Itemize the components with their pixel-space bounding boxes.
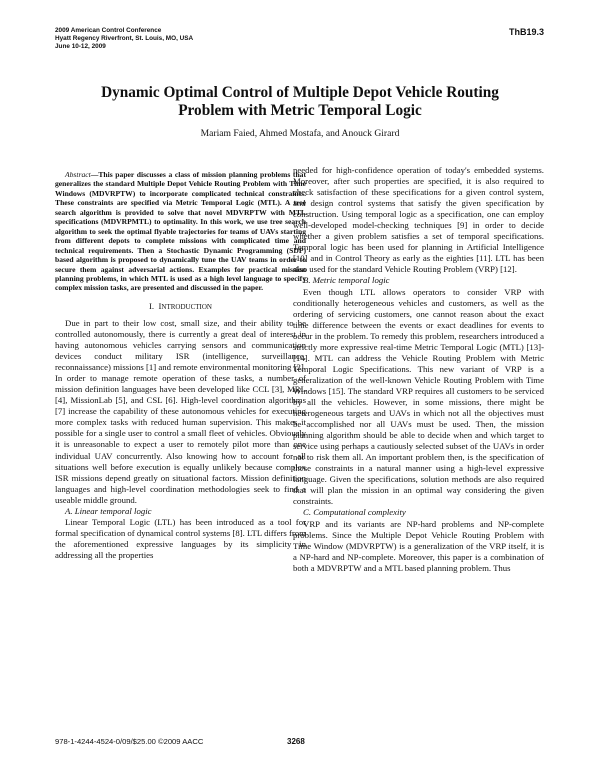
paper-title bbox=[40, 84, 560, 120]
session-code: ThB19.3 bbox=[508, 27, 544, 37]
section-numeral: I. bbox=[149, 300, 155, 311]
mtl-paragraph: Even though LTL allows operators to consider VRP with conditionally heterogeneous vehicles and customers, as well as the ordering of servicing customers, one cannot reason about the exact time difference between the events or exact deadlines for events to occur in the problem. To remedy this problem, researchers introduced a strictly more expressive real-time Metric Temporal Logic (MTL) [13]-[14]. MTL can address the Vehicle Routing Problem with Metric Temporal Logic Specifications. This new variant of VRP is a generalization of the well-known Vehicle Routing Problem with Time Windows [15]. The standard VRP requires all customers to be serviced by all the vehicles. However, in some missions, there might be heterogeneous targets and UAVs in which not all the objectives must be accomplished nor all UAVs must be used. Then, the mission planning algorithm should be able to decide when and which target to service using perhaps a cautiously selected subset of the UAVs in order not to risk them all. An important problem then, is the specification of these constraints in a natural manner using a high-level expressive language. Given the specifications, solution methods are also required that will plan the mission in an optimal way considering the given constraints. bbox=[293, 286, 544, 507]
section-heading-initial: I bbox=[158, 300, 162, 311]
abstract-text: This paper discusses a class of mission planning problems that generalizes the standard Multiple Depot Vehicle Routing Problem with Time Windows (MDVRPTW) to incorporate complicated technical constraints. These constraints are specified via Metric Temporal Logic (MTL). A tree search algorithm is provided to solve that novel MDVRPTW with MTL specifications (MDVRPMTL) to optimality. In this work, we use tree search algorithm to seek the optimal flyable trajectories for teams of UAVs starting from different depots to complete missions with complicated time and technical requirements. Then a Stochastic Dynamic Programming (SDP) based algorithm is proposed to dynamically tune the UAV teams in order to secure them against adversarial actions. Examples for practical mission planning problems, in which MTL is used as a high level language to specify complex mission tasks, are presented and discussed in the paper. bbox=[55, 170, 306, 293]
section-heading-rest: NTRODUCTION bbox=[161, 302, 212, 311]
conference-info bbox=[55, 27, 193, 52]
intro-paragraph: Due in part to their low cost, small size, and their ability to be controlled autonomously, there is currently a great deal of interest in having autonomous vehicles carrying sensors and communication devices conduct military ISR (intelligence, surveillance, reconnaissance) missions [1] and remote environmental monitoring [2]. In order to manage remote operation of these tasks, a number of mission definition languages have been developed like CCL [3], MRL [4], MissionLab [5], and CSL [6]. High-level coordination algorithms [7] increase the capability of these autonomous vehicles for executing more complex tasks with reduced human supervision. This makes it possible for a single user to control a small fleet of vehicles. Obviously it is unreasonable to expect a user to remotely pilot more than one individual UAV concurrently. Also knowing how to account for all situations well before execution is equally unlikely because complex ISR missions depend greatly on situational factors. Mission definition languages and high-level coordination methodologies seek to find a useable middle ground. bbox=[55, 317, 306, 505]
paper-authors: Mariam Faied, Ahmed Mostafa, and Anouck Girard bbox=[200, 128, 400, 139]
subsection-heading-mtl: B. Metric temporal logic bbox=[303, 275, 390, 286]
page-number: 3268 bbox=[287, 737, 305, 746]
subsection-heading-ltl: A. Linear temporal logic bbox=[65, 505, 152, 516]
abstract bbox=[55, 170, 306, 293]
conference-name: 2009 American Control Conference bbox=[55, 27, 162, 34]
conference-dates: June 10-12, 2009 bbox=[55, 43, 106, 51]
right-column bbox=[293, 165, 544, 574]
section-heading-introduction bbox=[55, 301, 306, 313]
abstract-label: Abstract bbox=[65, 170, 91, 179]
subsection-heading-complexity: C. Computational complexity bbox=[303, 507, 406, 518]
complexity-paragraph: VRP and its variants are NP-hard problems and NP-complete problems. Since the Multiple Depot Vehicle Routing Problem with Time Window (MDVRPTW) is a generalization of the VRP itself, it is a NP-hard and NP-complete. Moreover, this paper is a combination of both a MDVRPTW and a MTL based planning problem. Thus bbox=[293, 518, 544, 573]
ltl-paragraph: Linear Temporal Logic (LTL) has been introduced as a tool for formal specification of dynamical control systems [8]. LTL differs from the aforementioned expressive languages by its simplicity in addressing all the properties bbox=[55, 516, 306, 560]
left-column bbox=[55, 170, 306, 561]
title-line-2: Problem with Metric Temporal Logic bbox=[178, 102, 422, 119]
ltl-paragraph-continued: needed for high-confidence operation of today's embedded systems. Moreover, after such properties are specified, it is also required to check satisfaction of these specifications for a given control system, and design control systems that satisfy the given specification by construction. Using temporal logic as a specification, one can employ well-developed model-checking techniques [9] in order to decide whether a given problem satisfies a set of temporal specifications. Temporal logic has been used for planning in Artificial Intelligence [10] and in Control Theory as early as the eighties [11]. LTL has been also used for the standard Vehicle Routing Problem (VRP) [12]. bbox=[293, 165, 544, 275]
abstract-dash: — bbox=[90, 170, 99, 179]
title-line-1: Dynamic Optimal Control of Multiple Depot Vehicle Routing bbox=[101, 84, 499, 101]
footer-isbn: 978-1-4244-4524-0/09/$25.00 ©2009 AACC bbox=[55, 737, 204, 746]
conference-venue: Hyatt Regency Riverfront, St. Louis, MO, USA bbox=[55, 35, 194, 43]
